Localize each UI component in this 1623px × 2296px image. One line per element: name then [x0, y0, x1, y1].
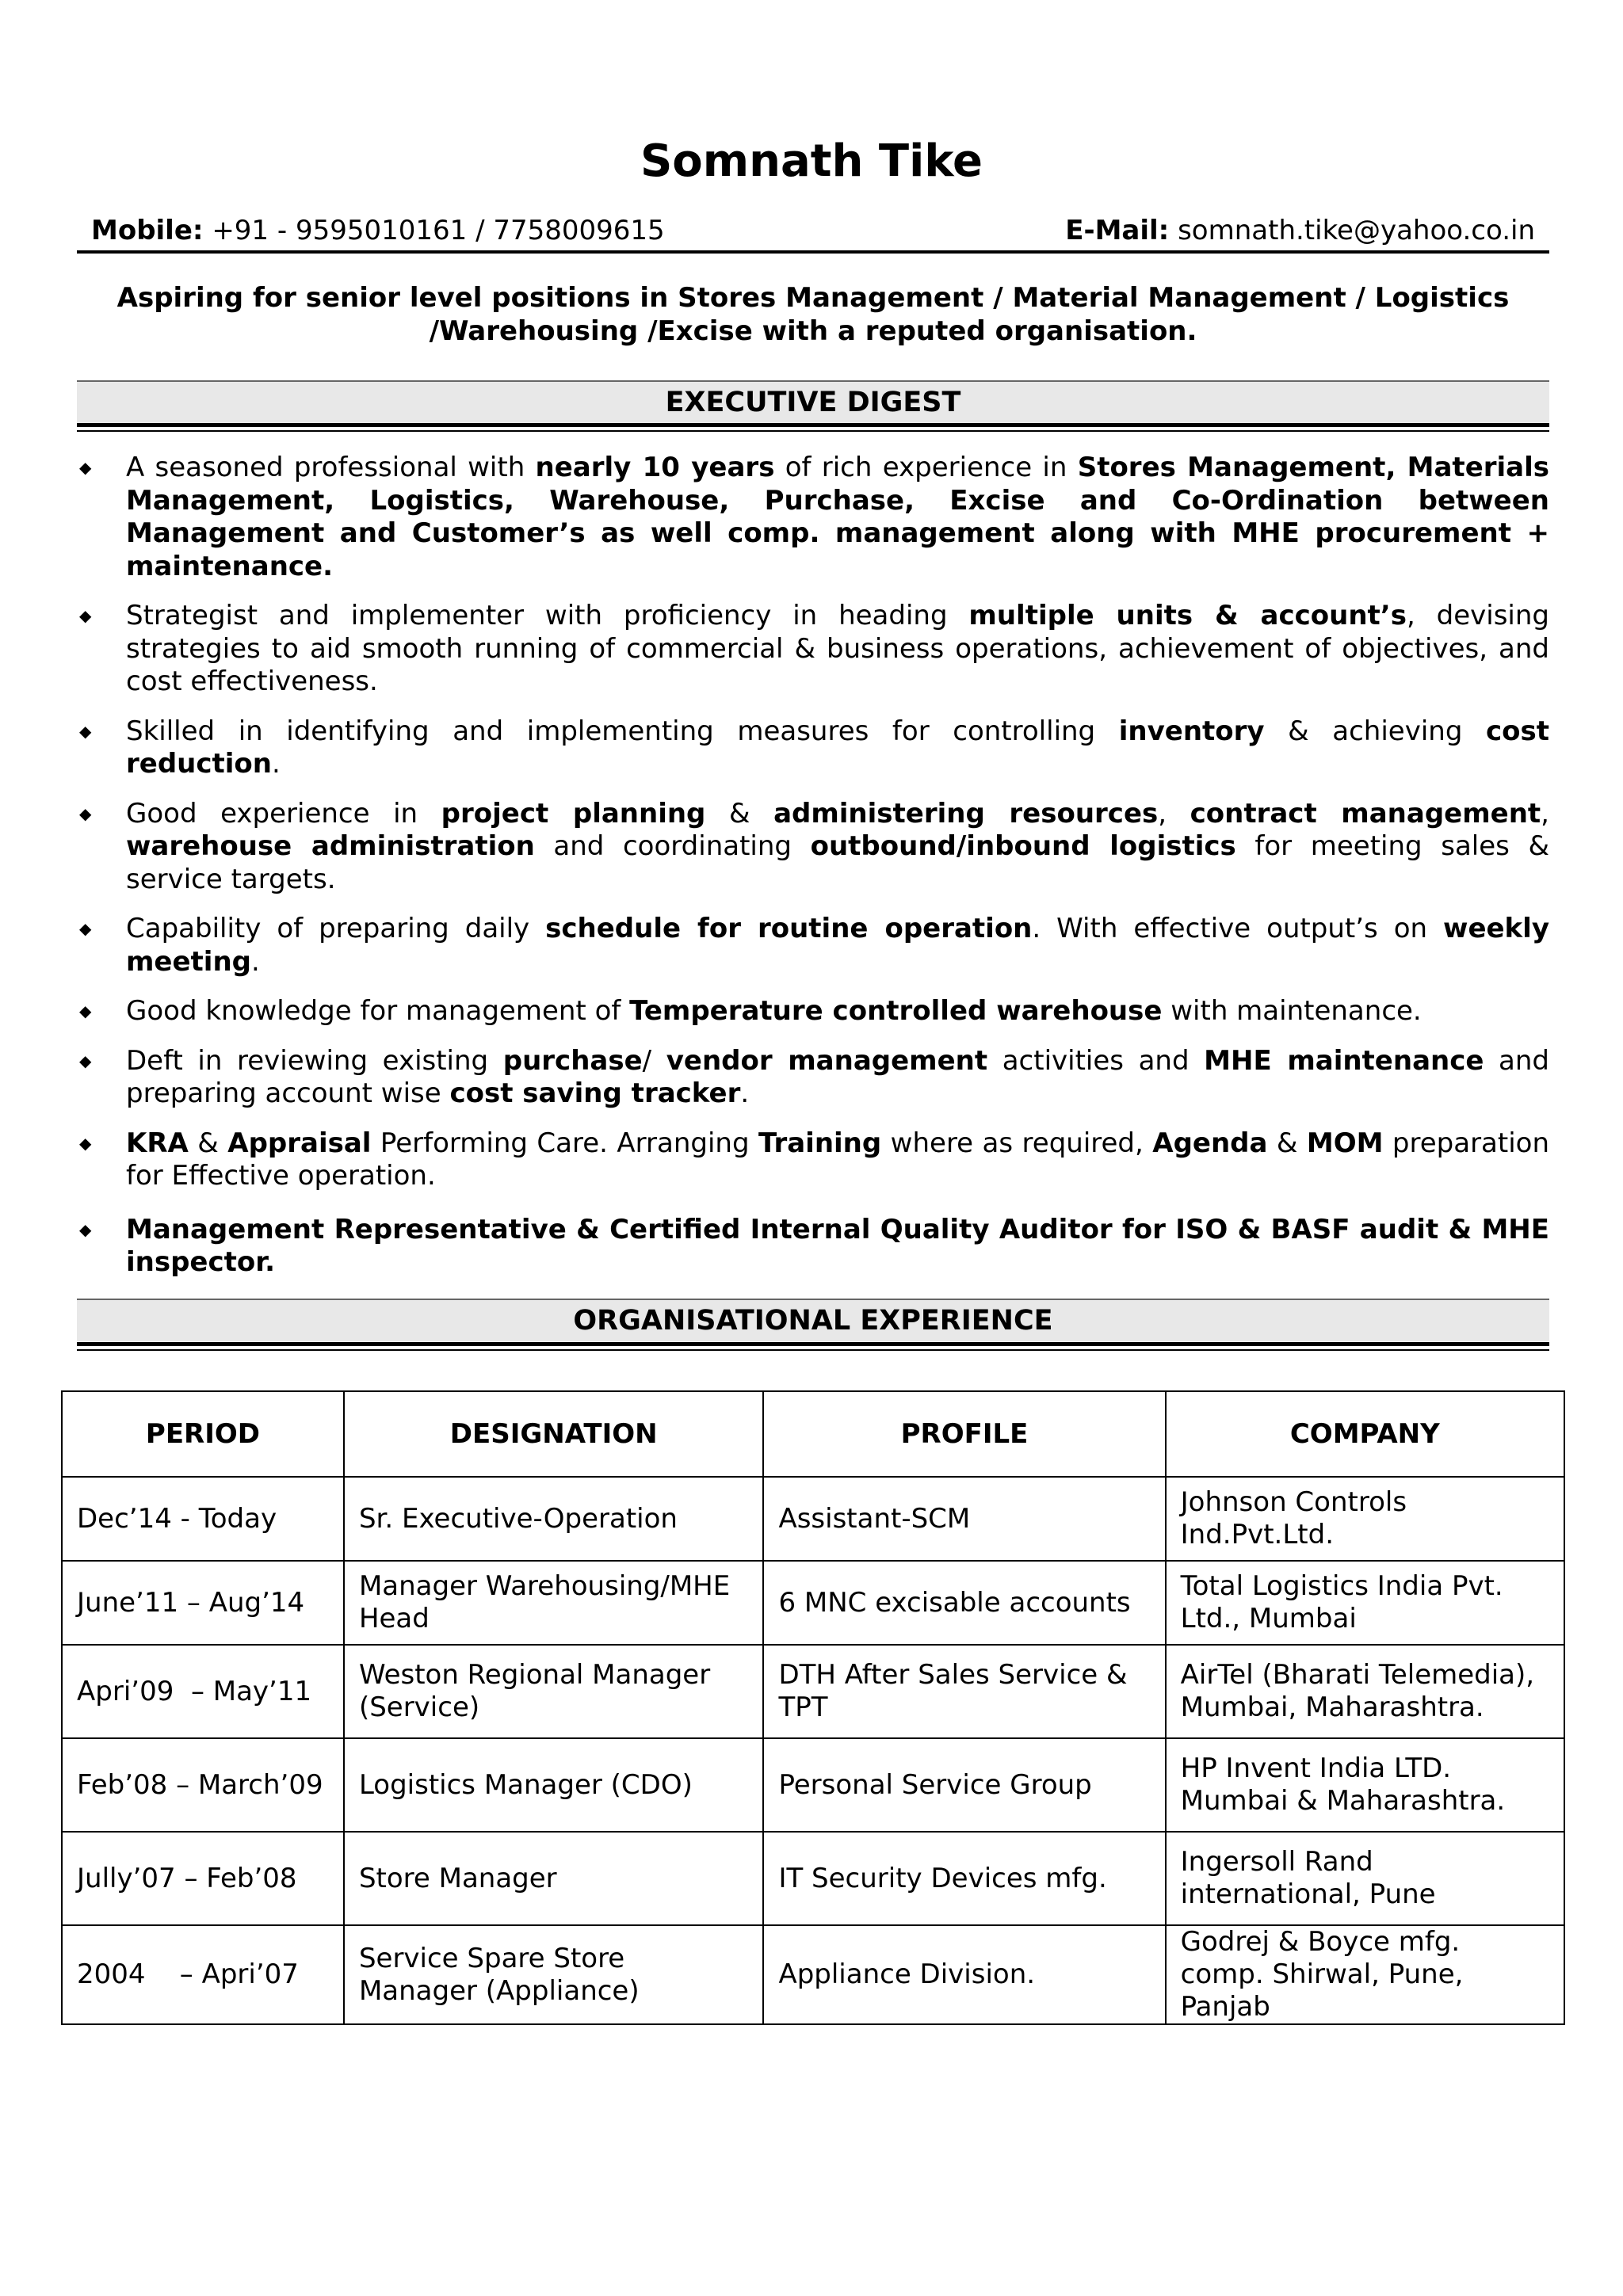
mobile-value: +91 - 9595010161 / 7758009615: [212, 215, 665, 246]
list-item: ◆ Capability of preparing daily schedule for routine operation. With effective output’s on weekly meeting.: [79, 913, 1549, 978]
cell-profile: Assistant-SCM: [763, 1477, 1165, 1561]
cell-company: Godrej & Boyce mfg. comp. Shirwal, Pune, Panjab: [1166, 1925, 1564, 2024]
cell-period: 2004 – Apri’07: [62, 1925, 344, 2024]
list-item: ◆ A seasoned professional with nearly 10 years of rich experience in Stores Management, Materials Management, Logistics, Warehouse, Purchase, Excise and Co-Ordination between Management and Customer’s as well comp. management along with MHE procurement + maintenance.: [79, 452, 1550, 582]
list-item: ◆ KRA & Appraisal Performing Care. Arranging Training where as required, Agenda & MOM preparation for Effective operation.: [79, 1127, 1550, 1192]
organisational-experience-heading: ORGANISATIONAL EXPERIENCE: [77, 1299, 1549, 1341]
cell-profile: 6 MNC excisable accounts: [763, 1561, 1165, 1645]
column-header-company: COMPANY: [1166, 1391, 1564, 1477]
table-header-row: [62, 1391, 1564, 1477]
table-row: [62, 1738, 1564, 1832]
email-contact: [1065, 212, 1535, 249]
experience-table: [61, 1390, 1565, 2025]
cell-company: AirTel (Bharati Telemedia), Mumbai, Maharashtra.: [1166, 1645, 1564, 1738]
table-row: [62, 1645, 1564, 1738]
list-item: ◆ Good experience in project planning & administering resources, contract management, warehouse administration and coordinating outbound/inbound logistics for meeting sales & service targets.: [79, 797, 1549, 895]
list-item: ◆ Strategist and implementer with proficiency in heading multiple units & account’s, devising strategies to aid smooth running of commercial & business operations, achievement of objectives, and cost effectiveness.: [79, 600, 1549, 697]
diamond-bullet-icon: ◆: [79, 1001, 92, 1020]
cell-profile: Appliance Division.: [763, 1925, 1165, 2024]
cell-company: Total Logistics India Pvt. Ltd., Mumbai: [1166, 1561, 1564, 1645]
cell-period: June’11 – Aug’14: [62, 1561, 344, 1645]
column-header-period: PERIOD: [62, 1391, 344, 1477]
table-row: [62, 1832, 1564, 1925]
diamond-bullet-icon: ◆: [79, 606, 92, 625]
career-objective: Aspiring for senior level positions in Stores Management / Material Management / Logistics /Warehousing /Excise with a reputed organisation.: [116, 282, 1510, 347]
section-divider: [77, 423, 1549, 432]
column-header-designation: DESIGNATION: [344, 1391, 764, 1477]
cell-designation: Manager Warehousing/MHE Head: [344, 1561, 764, 1645]
cell-period: Feb’08 – March’09: [62, 1738, 344, 1832]
diamond-bullet-icon: ◆: [79, 919, 92, 938]
cell-company: HP Invent India LTD. Mumbai & Maharashtra.: [1166, 1738, 1564, 1832]
list-item: ◆ Good knowledge for management of Temperature controlled warehouse with maintenance.: [79, 995, 1422, 1027]
executive-digest-heading: EXECUTIVE DIGEST: [77, 380, 1549, 423]
diamond-bullet-icon: ◆: [79, 1133, 92, 1153]
section-divider: [77, 1342, 1549, 1351]
cell-profile: DTH After Sales Service & TPT: [763, 1645, 1165, 1738]
email-value[interactable]: somnath.tike@yahoo.co.in: [1178, 215, 1535, 246]
list-item: ◆ Management Representative & Certified Internal Quality Auditor for ISO & BASF audit & MHE inspector.: [79, 1213, 1549, 1278]
cell-period: Apri’09 – May’11: [62, 1645, 344, 1738]
table-row: [62, 1925, 1564, 2024]
column-header-profile: PROFILE: [763, 1391, 1165, 1477]
list-item: ◆ Deft in reviewing existing purchase/ vendor management activities and MHE maintenance and preparing account wise cost saving tracker.: [79, 1044, 1550, 1109]
cell-period: Jully’07 – Feb’08: [62, 1832, 344, 1925]
executive-digest-list: [77, 452, 1549, 1296]
cell-designation: Weston Regional Manager (Service): [344, 1645, 764, 1738]
header-divider: [77, 250, 1549, 254]
table-row: [62, 1477, 1564, 1561]
cell-company: Johnson Controls Ind.Pvt.Ltd.: [1166, 1477, 1564, 1561]
diamond-bullet-icon: ◆: [79, 1219, 92, 1239]
diamond-bullet-icon: ◆: [79, 1051, 92, 1070]
table-row: [62, 1561, 1564, 1645]
cell-company: Ingersoll Rand international, Pune: [1166, 1832, 1564, 1925]
cell-designation: Sr. Executive-Operation: [344, 1477, 764, 1561]
candidate-name: Somnath Tike: [640, 135, 983, 187]
diamond-bullet-icon: ◆: [79, 458, 92, 477]
cell-designation: Store Manager: [344, 1832, 764, 1925]
mobile-label: Mobile:: [91, 215, 204, 246]
mobile-contact: [91, 212, 665, 249]
diamond-bullet-icon: ◆: [79, 803, 92, 823]
cell-designation: Service Spare Store Manager (Appliance): [344, 1925, 764, 2024]
cell-profile: IT Security Devices mfg.: [763, 1832, 1165, 1925]
contact-row: [77, 212, 1549, 249]
cell-designation: Logistics Manager (CDO): [344, 1738, 764, 1832]
list-item: ◆ Skilled in identifying and implementing measures for controlling inventory & achieving cost reduction.: [79, 715, 1549, 780]
cell-period: Dec’14 - Today: [62, 1477, 344, 1561]
email-label: E-Mail:: [1065, 215, 1170, 246]
cell-profile: Personal Service Group: [763, 1738, 1165, 1832]
diamond-bullet-icon: ◆: [79, 721, 92, 741]
